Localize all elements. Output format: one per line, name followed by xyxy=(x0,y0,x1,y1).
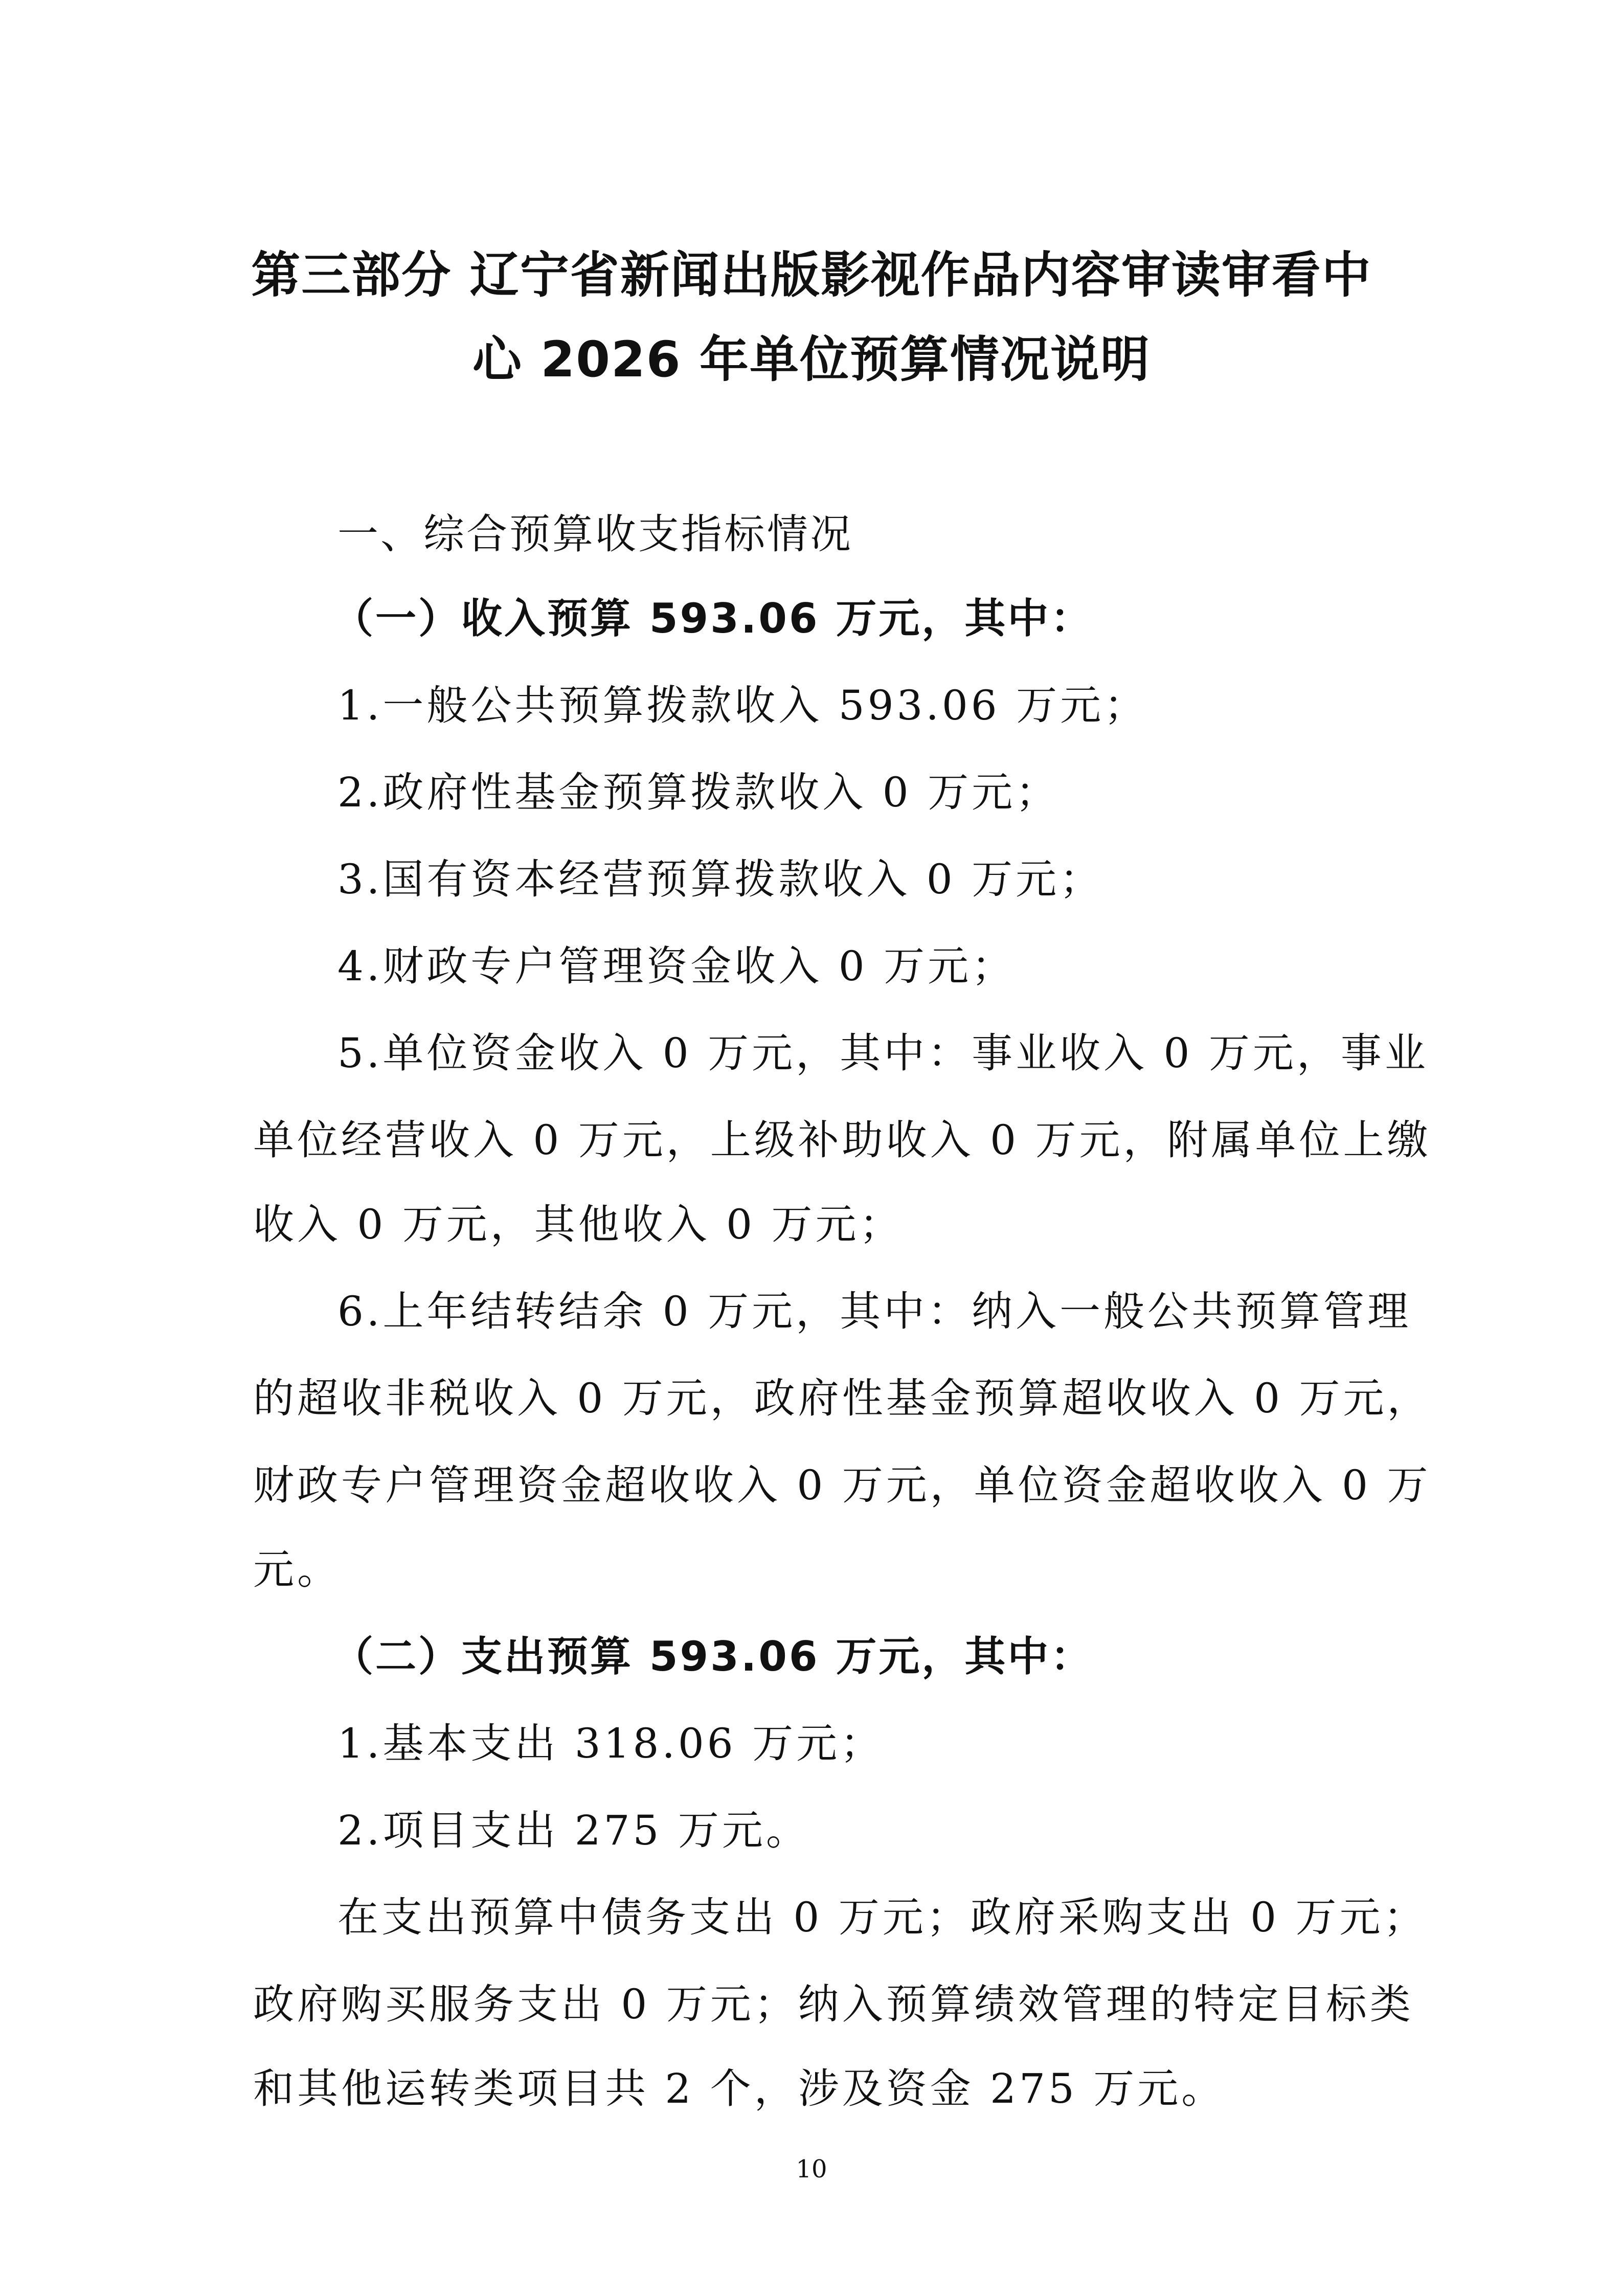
expenditure-item-2: 2.项目支出 275 万元。 xyxy=(337,1807,810,1854)
document-title-line-2: 心 2026 年单位预算情况说明 xyxy=(472,331,1151,388)
income-item-6-line-2: 的超收非税收入 0 万元，政府性基金预算超收收入 0 万元， xyxy=(253,1375,1431,1422)
section-heading: 一、综合预算收支指标情况 xyxy=(337,510,853,558)
income-item-4: 4.财政专户管理资金收入 0 万元； xyxy=(337,942,1016,990)
expenditure-note-line-1: 在支出预算中债务支出 0 万元；政府采购支出 0 万元； xyxy=(337,1894,1428,1941)
income-item-5-line-2: 单位经营收入 0 万元，上级补助收入 0 万元，附属单位上缴 xyxy=(253,1116,1431,1164)
expenditure-item-1: 1.基本支出 318.06 万元； xyxy=(337,1720,885,1767)
income-item-1: 1.一般公共预算拨款收入 593.06 万元； xyxy=(337,682,1148,729)
income-item-5-line-3: 收入 0 万元，其他收入 0 万元； xyxy=(253,1201,904,1248)
income-item-2: 2.政府性基金预算拨款收入 0 万元； xyxy=(337,769,1060,816)
income-item-6-line-1: 6.上年结转结余 0 万元，其中：纳入一般公共预算管理 xyxy=(337,1288,1412,1335)
income-heading: （一）收入预算 593.06 万元，其中： xyxy=(332,595,1094,642)
income-item-6-line-3: 财政专户管理资金超收收入 0 万元，单位资金超收收入 0 万 xyxy=(253,1461,1431,1509)
income-item-3: 3.国有资本经营预算拨款收入 0 万元； xyxy=(337,856,1104,903)
document-title-line-1: 第三部分 辽宁省新闻出版影视作品内容审读审看中 xyxy=(251,246,1372,304)
expenditure-note-line-3: 和其他运转类项目共 2 个，涉及资金 275 万元。 xyxy=(253,2065,1226,2112)
income-item-5-line-1: 5.单位资金收入 0 万元，其中：事业收入 0 万元，事业 xyxy=(337,1029,1429,1077)
expenditure-note-line-2: 政府购买服务支出 0 万元；纳入预算绩效管理的特定目标类 xyxy=(253,1980,1414,2028)
expenditure-heading: （二）支出预算 593.06 万元，其中： xyxy=(332,1633,1094,1680)
income-item-6-line-4: 元。 xyxy=(253,1546,341,1593)
page-number: 10 xyxy=(796,2155,827,2184)
